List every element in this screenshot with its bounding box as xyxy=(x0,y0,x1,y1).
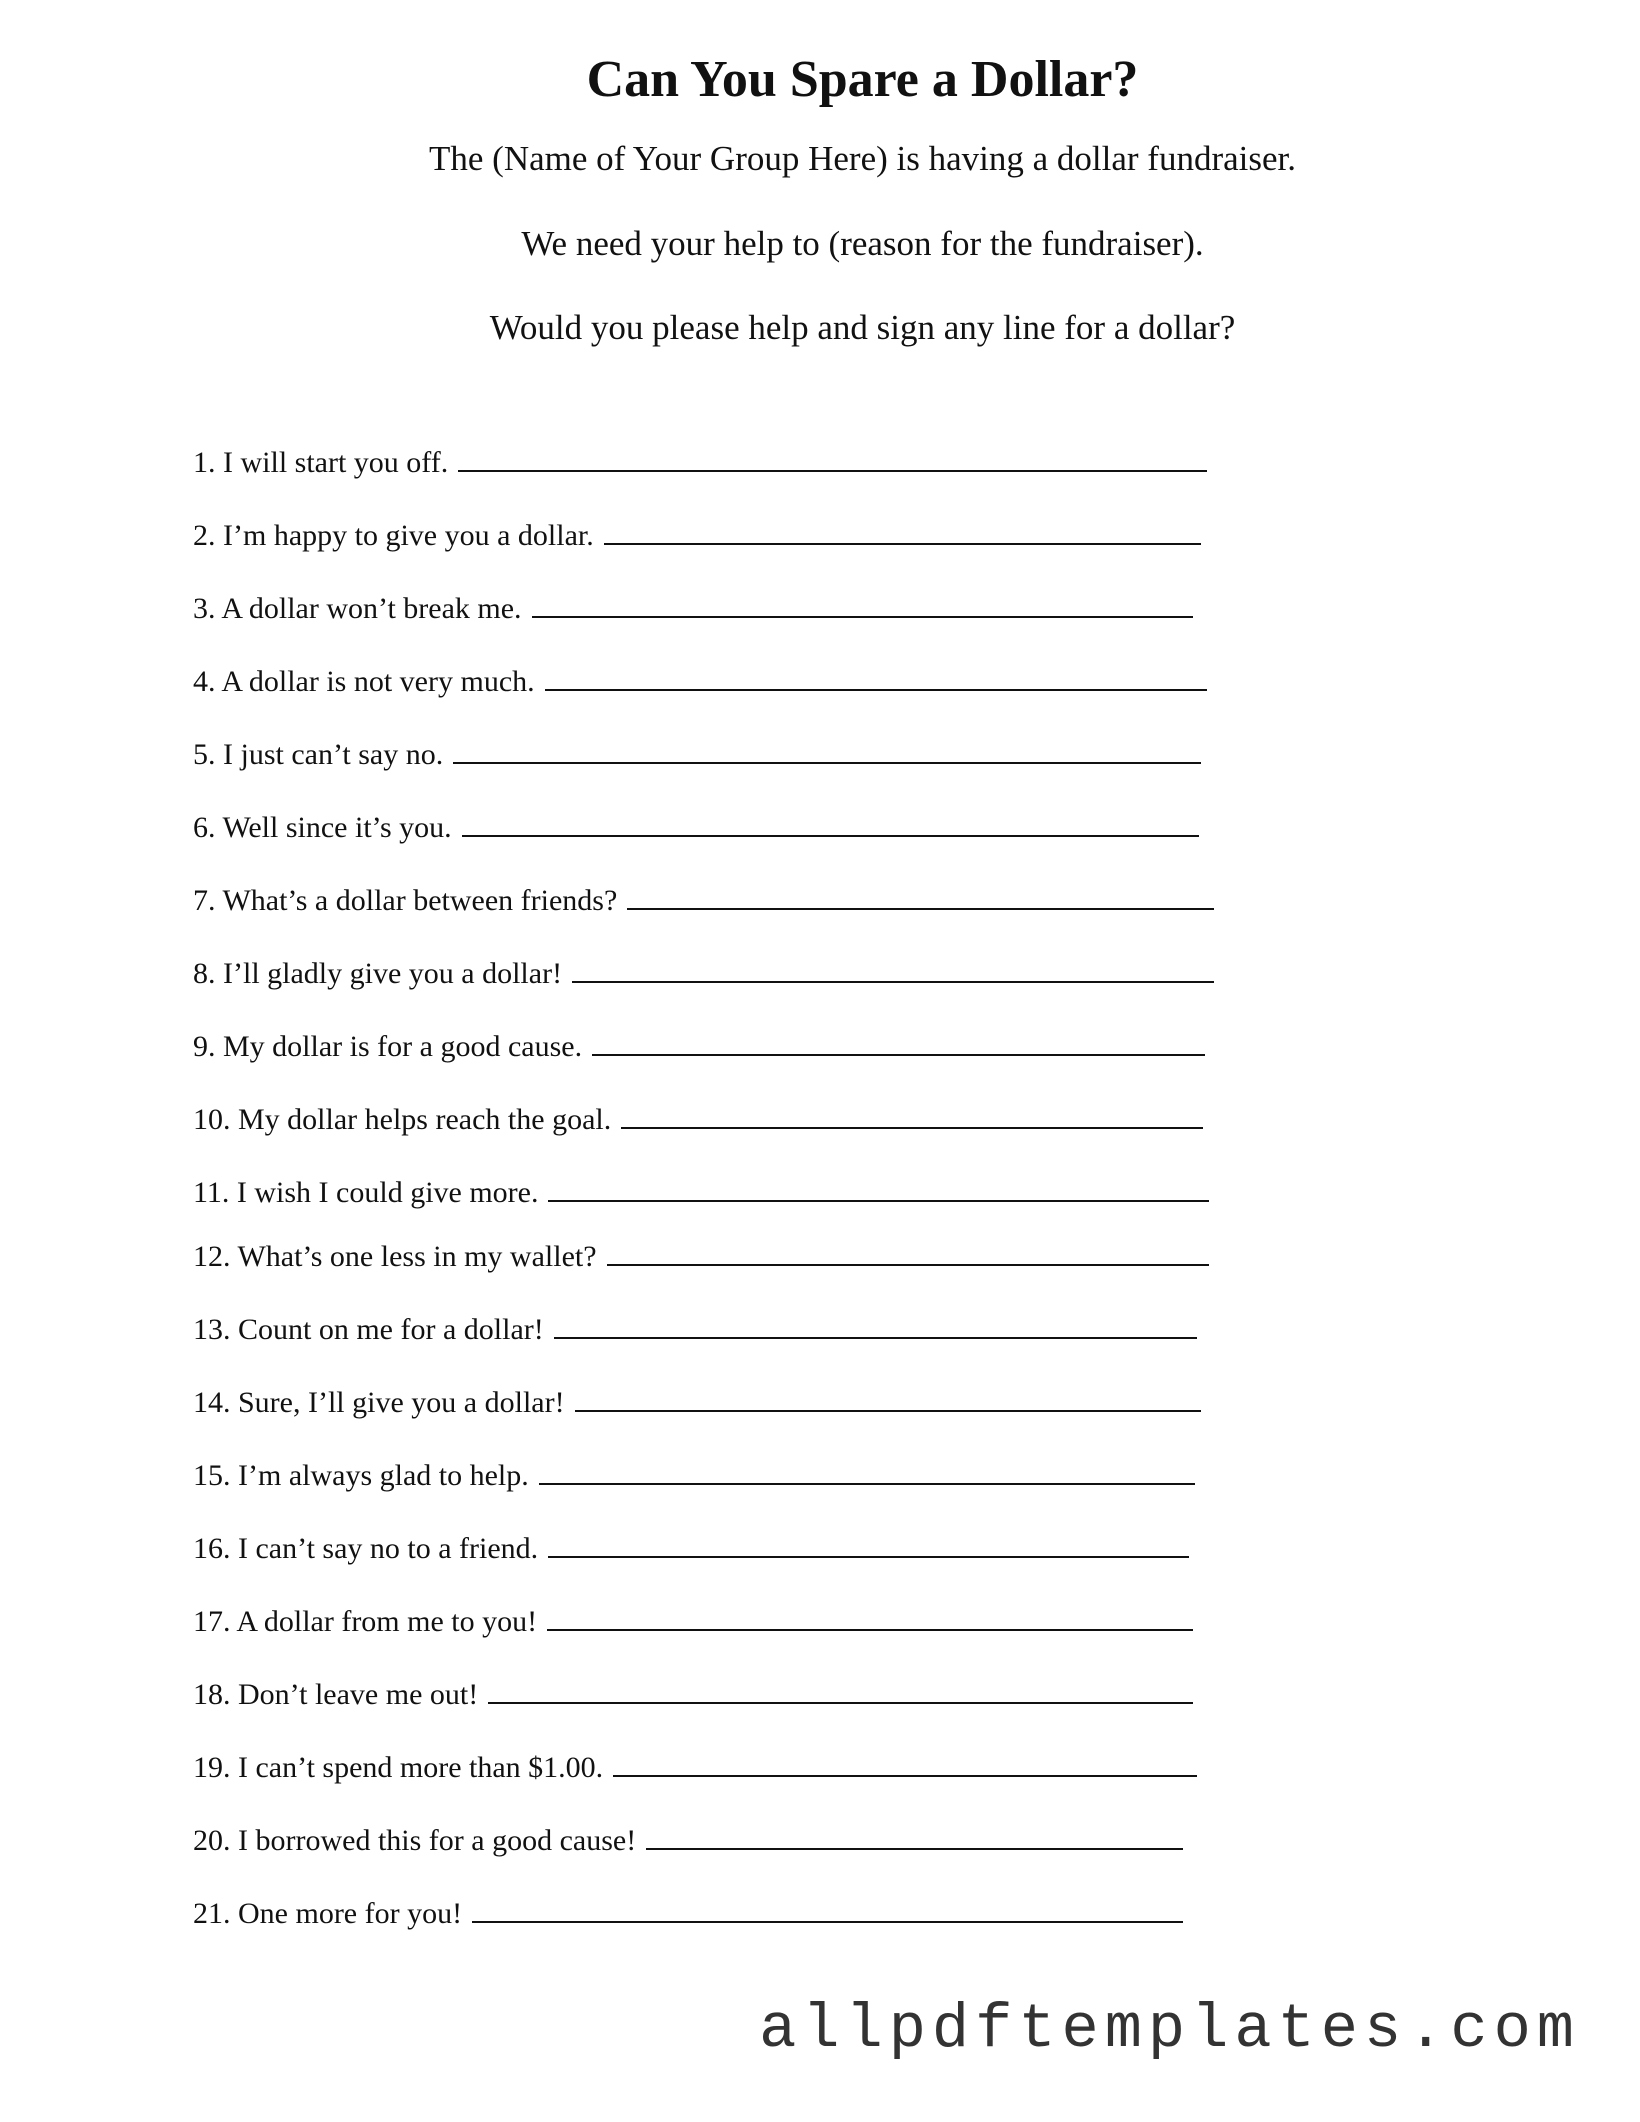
signature-line-15 xyxy=(193,1453,1195,1497)
signature-blank[interactable] xyxy=(547,1599,1193,1631)
signature-blank[interactable] xyxy=(548,1170,1209,1202)
signature-blank[interactable] xyxy=(592,1024,1205,1056)
signature-line-5 xyxy=(193,732,1201,776)
signature-blank[interactable] xyxy=(572,951,1214,983)
signature-blank[interactable] xyxy=(621,1097,1203,1129)
signature-blank[interactable] xyxy=(554,1307,1197,1339)
signature-blank[interactable] xyxy=(462,805,1199,837)
signature-blank[interactable] xyxy=(604,513,1201,545)
signature-line-label: 15. I’m always glad to help. xyxy=(193,1459,529,1492)
signature-line-20 xyxy=(193,1818,1183,1862)
signature-blank[interactable] xyxy=(532,586,1193,618)
signature-line-label: 14. Sure, I’ll give you a dollar! xyxy=(193,1386,565,1419)
signature-line-label: 3. A dollar won’t break me. xyxy=(193,592,522,625)
signature-line-16 xyxy=(193,1526,1189,1570)
signature-line-2 xyxy=(193,513,1201,557)
intro-line-help: We need your help to (reason for the fundraiser). xyxy=(521,224,1204,263)
signature-line-label: 18. Don’t leave me out! xyxy=(193,1678,479,1711)
signature-line-label: 16. I can’t say no to a friend. xyxy=(193,1532,539,1565)
signature-blank[interactable] xyxy=(575,1380,1201,1412)
intro-line-request: Would you please help and sign any line for a dollar? xyxy=(489,308,1236,347)
signature-blank[interactable] xyxy=(539,1453,1195,1485)
signature-blank[interactable] xyxy=(613,1745,1197,1777)
signature-blank[interactable] xyxy=(545,659,1207,691)
signature-line-label: 8. I’ll gladly give you a dollar! xyxy=(193,957,563,990)
signature-blank[interactable] xyxy=(646,1818,1183,1850)
signature-line-label: 21. One more for you! xyxy=(193,1897,463,1930)
signature-line-label: 7. What’s a dollar between friends? xyxy=(193,884,618,917)
signature-line-10 xyxy=(193,1097,1203,1141)
intro-line-group: The (Name of Your Group Here) is having a dollar fundraiser. xyxy=(429,139,1296,178)
signature-line-label: 2. I’m happy to give you a dollar. xyxy=(193,519,594,552)
signature-line-9 xyxy=(193,1024,1205,1068)
signature-line-18 xyxy=(193,1672,1193,1716)
signature-blank[interactable] xyxy=(548,1526,1189,1558)
signature-blank[interactable] xyxy=(607,1234,1209,1266)
signature-line-6 xyxy=(193,805,1199,849)
signature-line-13 xyxy=(193,1307,1197,1351)
signature-line-label: 4. A dollar is not very much. xyxy=(193,665,535,698)
signature-line-label: 17. A dollar from me to you! xyxy=(193,1605,538,1638)
signature-line-label: 19. I can’t spend more than $1.00. xyxy=(193,1751,604,1784)
signature-line-7 xyxy=(193,878,1214,922)
signature-line-label: 11. I wish I could give more. xyxy=(193,1176,539,1209)
signature-line-4 xyxy=(193,659,1207,703)
signature-line-14 xyxy=(193,1380,1201,1424)
signature-line-17 xyxy=(193,1599,1193,1643)
signature-line-label: 9. My dollar is for a good cause. xyxy=(193,1030,583,1063)
watermark: allpdftemplates.com xyxy=(759,1994,1580,2065)
signature-blank[interactable] xyxy=(453,732,1201,764)
signature-blank[interactable] xyxy=(627,878,1214,910)
signature-line-21 xyxy=(193,1891,1183,1935)
signature-blank[interactable] xyxy=(488,1672,1193,1704)
signature-line-label: 5. I just can’t say no. xyxy=(193,738,444,771)
signature-line-19 xyxy=(193,1745,1197,1789)
signature-line-12 xyxy=(193,1234,1209,1278)
signature-line-label: 20. I borrowed this for a good cause! xyxy=(193,1824,637,1857)
signature-blank[interactable] xyxy=(472,1891,1183,1923)
signature-line-label: 13. Count on me for a dollar! xyxy=(193,1313,544,1346)
signature-line-11 xyxy=(193,1170,1209,1214)
signature-line-label: 10. My dollar helps reach the goal. xyxy=(193,1103,612,1136)
signature-line-3 xyxy=(193,586,1193,630)
signature-line-8 xyxy=(193,951,1214,995)
signature-line-label: 12. What’s one less in my wallet? xyxy=(193,1240,597,1273)
signature-line-label: 6. Well since it’s you. xyxy=(193,811,452,844)
signature-line-1 xyxy=(193,440,1207,484)
signature-blank[interactable] xyxy=(458,440,1207,472)
page-title: Can You Spare a Dollar? xyxy=(586,51,1139,108)
signature-line-label: 1. I will start you off. xyxy=(193,446,449,479)
